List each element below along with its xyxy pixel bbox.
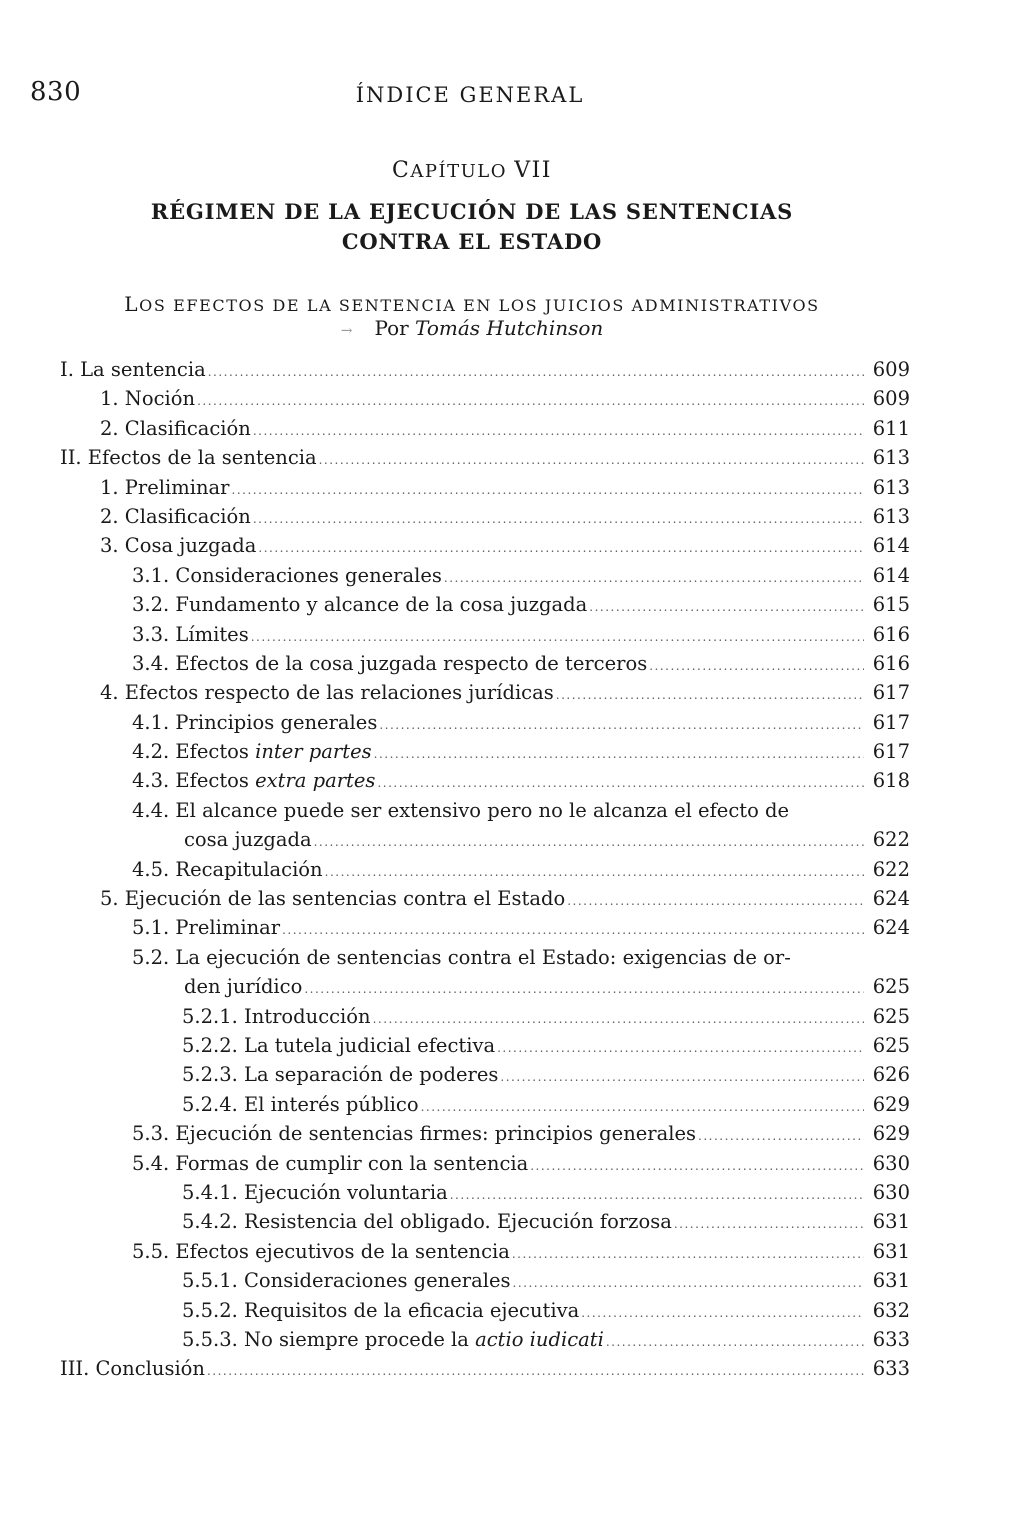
toc-entry-title (182, 1063, 498, 1086)
toc-entry-title-text: 5.5.2. Requisitos de la eficacia ejecutiva (182, 1298, 580, 1322)
toc-entry-title-text: 3. Cosa juzgada (100, 534, 257, 558)
toc-page-number: 613 (872, 446, 910, 470)
article-title-initial: L (124, 292, 140, 316)
toc-entry-title-text: 5.1. Preliminar (132, 916, 281, 940)
article-title (0, 292, 944, 316)
toc-entry[interactable] (60, 1240, 912, 1269)
toc-entry[interactable] (60, 387, 912, 416)
leader-dots (421, 1100, 864, 1114)
toc-entry-title-text: 3.1. Consideraciones generales (132, 563, 442, 587)
leader-dots (589, 600, 864, 614)
toc-entry-title (132, 652, 647, 675)
toc-page-number: 615 (872, 593, 910, 617)
toc-page-number: 631 (872, 1239, 910, 1263)
toc-entry-title-text: 5.5.3. No siempre procede la (182, 1327, 476, 1351)
toc-entry[interactable] (60, 534, 912, 563)
toc-entry[interactable] (60, 593, 912, 622)
leader-dots (374, 747, 864, 761)
toc-entry-title (60, 446, 317, 469)
toc-page-number: 616 (872, 622, 910, 646)
arrow-icon: → (340, 323, 353, 339)
table-of-contents (60, 358, 912, 1387)
toc-entry-title-text: 5.4.2. Resistencia del obligado. Ejecución forzosa (182, 1210, 672, 1234)
toc-entry-title-text: 2. Clasificación (100, 504, 251, 528)
leader-dots (253, 424, 864, 438)
article-title-rest: OS EFECTOS DE LA SENTENCIA EN LOS JUICIOS ADMINISTRATIVOS (139, 296, 820, 315)
toc-entry[interactable] (60, 1093, 912, 1122)
toc-entry-title-text: 2. Clasificación (100, 416, 251, 440)
toc-entry-title (132, 1122, 696, 1145)
toc-page-number: 631 (872, 1210, 910, 1234)
toc-entry[interactable] (60, 417, 912, 446)
toc-entry-title (182, 1210, 672, 1233)
leader-dots (513, 1276, 864, 1290)
toc-entry-title-text: II. Efectos de la sentencia (60, 446, 317, 470)
chapter-title-line-2: CONTRA EL ESTADO (341, 229, 603, 254)
toc-entry-title (100, 387, 195, 410)
toc-entry-title-italic: extra partes (255, 769, 376, 793)
toc-page-number: 622 (872, 857, 910, 881)
toc-entry-title (100, 417, 251, 440)
toc-entry-title-italic: actio iudicati (475, 1327, 604, 1351)
toc-entry-title (132, 593, 587, 616)
toc-entry[interactable] (60, 505, 912, 534)
leader-dots (325, 865, 864, 879)
leader-dots (512, 1247, 864, 1261)
toc-entry-title (132, 799, 789, 822)
toc-entry[interactable] (60, 1122, 912, 1151)
toc-entry-title-text: 5.4. Formas de cumplir con la sentencia (132, 1151, 529, 1175)
leader-dots (304, 982, 864, 996)
toc-entry[interactable] (60, 946, 912, 1005)
toc-entry[interactable] (60, 681, 912, 710)
leader-dots (556, 688, 864, 702)
toc-page-number: 633 (872, 1327, 910, 1351)
toc-page-number: 624 (872, 887, 910, 911)
toc-entry[interactable] (60, 1152, 912, 1181)
leader-dots (319, 453, 864, 467)
toc-page-number: 629 (872, 1122, 910, 1146)
toc-entry[interactable] (60, 1063, 912, 1092)
leader-dots (444, 571, 864, 585)
toc-entry-title-text: 3.3. Límites (132, 622, 249, 646)
toc-page-number: 609 (872, 358, 910, 381)
leader-dots (207, 1364, 864, 1378)
toc-entry[interactable] (60, 740, 912, 769)
leader-dots (253, 512, 864, 526)
leader-dots (530, 1159, 864, 1173)
toc-entry-title (132, 623, 249, 646)
toc-entry[interactable] (60, 858, 912, 887)
toc-entry[interactable] (60, 358, 912, 387)
toc-entry-title-text: 5.2. La ejecución de sentencias contra el Estado: exigencias de or- (132, 945, 791, 969)
leader-dots (208, 365, 864, 379)
toc-page-number: 622 (872, 828, 910, 852)
toc-entry[interactable] (60, 1181, 912, 1210)
toc-entry-title (132, 858, 323, 881)
toc-entry-title-continuation: cosa juzgada (184, 828, 312, 852)
toc-entry[interactable] (60, 799, 912, 858)
toc-entry-title-text: 5.5. Efectos ejecutivos de la sentencia (132, 1239, 510, 1263)
toc-entry-title (132, 916, 280, 939)
toc-entry[interactable] (60, 623, 912, 652)
toc-entry-title (60, 358, 206, 381)
toc-entry-title (182, 1328, 604, 1351)
toc-entry-title (100, 887, 565, 910)
toc-entry[interactable] (60, 1299, 912, 1328)
leader-dots (497, 1041, 864, 1055)
toc-page-number: 614 (872, 563, 910, 587)
toc-page-number: 609 (872, 387, 910, 411)
toc-entry-title (100, 681, 554, 704)
toc-entry[interactable] (60, 1269, 912, 1298)
leader-dots (500, 1070, 864, 1084)
toc-page-number: 630 (872, 1151, 910, 1175)
toc-page-number: 624 (872, 916, 910, 940)
leader-dots (251, 630, 864, 644)
page-number: 830 (30, 77, 82, 107)
leader-dots (606, 1335, 864, 1349)
toc-entry-title-italic: inter partes (255, 740, 372, 764)
toc-entry-title (132, 1152, 528, 1175)
toc-entry-title-text: 4.4. El alcance puede ser extensivo pero no le alcanza el efecto de (132, 798, 790, 822)
toc-entry[interactable] (60, 711, 912, 740)
toc-entry-title-text: 5.4.1. Ejecución voluntaria (182, 1180, 448, 1204)
toc-entry-title-text: 4.3. Efectos (132, 769, 256, 793)
toc-entry-title-text: 5.5.1. Consideraciones generales (182, 1269, 511, 1293)
toc-page-number: 617 (872, 710, 910, 734)
toc-page-number: 631 (872, 1269, 910, 1293)
toc-entry-title (132, 1240, 510, 1263)
toc-entry-title (182, 1299, 579, 1322)
toc-entry-title-text: 4.5. Recapitulación (132, 857, 323, 881)
leader-dots (698, 1129, 864, 1143)
toc-entry-title (182, 1005, 371, 1028)
toc-page-number: 625 (872, 1034, 910, 1058)
toc-entry[interactable] (60, 476, 912, 505)
toc-entry-title (132, 740, 372, 763)
leader-dots (197, 394, 864, 408)
toc-page-number: 633 (872, 1357, 910, 1381)
toc-page-number: 632 (872, 1298, 910, 1322)
toc-entry[interactable] (60, 446, 912, 475)
toc-entry-title (100, 476, 230, 499)
chapter-title-line-1: RÉGIMEN DE LA EJECUCIÓN DE LAS SENTENCIAS (150, 199, 794, 224)
toc-page-number: 613 (872, 504, 910, 528)
toc-page-number: 626 (872, 1063, 910, 1087)
toc-entry[interactable] (60, 1357, 912, 1386)
toc-entry[interactable] (60, 769, 912, 798)
toc-entry-title-text: 4.2. Efectos (132, 740, 256, 764)
toc-entry-title (100, 505, 251, 528)
leader-dots (450, 1188, 864, 1202)
author-name: Tomás Hutchinson (415, 316, 604, 340)
toc-page-number: 618 (872, 769, 910, 793)
chapter-label-initial: C (392, 158, 411, 183)
toc-entry-title (182, 1269, 511, 1292)
toc-page-number: 630 (872, 1180, 910, 1204)
toc-entry[interactable] (60, 1328, 912, 1357)
author-prefix: Por (374, 316, 409, 340)
toc-entry-title (182, 1093, 419, 1116)
toc-entry-title-text: I. La sentencia (60, 358, 206, 381)
toc-entry-title-text: III. Conclusión (60, 1357, 205, 1381)
leader-dots (377, 776, 864, 790)
toc-entry-title-text: 4. Efectos respecto de las relaciones jurídicas (100, 681, 554, 705)
chapter-title (0, 197, 944, 257)
toc-page-number: 616 (872, 651, 910, 675)
toc-entry-title-continuation: den jurídico (184, 975, 303, 999)
author-line (0, 316, 944, 340)
toc-entry-title-text: 5.2.4. El interés público (182, 1092, 419, 1116)
leader-dots (649, 659, 864, 673)
toc-entry[interactable] (60, 1005, 912, 1034)
toc-entry-title-text: 5. Ejecución de las sentencias contra el Estado (100, 887, 566, 911)
toc-entry[interactable] (60, 564, 912, 593)
leader-dots (567, 894, 864, 908)
chapter-number: VII (514, 158, 552, 183)
toc-entry-title-text: 5.3. Ejecución de sentencias firmes: principios generales (132, 1122, 697, 1146)
toc-entry-title (60, 1357, 205, 1380)
toc-entry-title-text: 5.2.1. Introducción (182, 1004, 371, 1028)
toc-entry-title-text: 3.2. Fundamento y alcance de la cosa juzgada (132, 593, 588, 617)
leader-dots (674, 1217, 864, 1231)
toc-entry[interactable] (60, 916, 912, 945)
leader-dots (373, 1012, 864, 1026)
toc-entry-title (132, 946, 791, 969)
leader-dots (232, 483, 865, 497)
toc-entry-title-text: 4.1. Principios generales (132, 710, 378, 734)
toc-entry-title (182, 1034, 495, 1057)
leader-dots (581, 1306, 864, 1320)
leader-dots (314, 835, 864, 849)
toc-entry-title (182, 1181, 448, 1204)
chapter-label-rest: APÍTULO (410, 161, 507, 182)
toc-page-number: 613 (872, 475, 910, 499)
toc-entry-title (132, 564, 442, 587)
toc-entry-title (132, 769, 375, 792)
toc-page-number: 629 (872, 1092, 910, 1116)
toc-page-number: 625 (872, 1004, 910, 1028)
toc-page-number: 614 (872, 534, 910, 558)
toc-entry[interactable] (60, 1210, 912, 1239)
toc-page-number: 617 (872, 681, 910, 705)
toc-entry-title-text: 5.2.2. La tutela judicial efectiva (182, 1034, 496, 1058)
chapter-label (0, 158, 944, 183)
leader-dots (258, 541, 864, 555)
toc-page-number: 611 (872, 416, 910, 440)
leader-dots (282, 923, 864, 937)
leader-dots (379, 718, 864, 732)
toc-entry[interactable] (60, 652, 912, 681)
toc-entry-title-text: 3.4. Efectos de la cosa juzgada respecto de terceros (132, 651, 648, 675)
toc-page-number: 617 (872, 740, 910, 764)
toc-entry[interactable] (60, 1034, 912, 1063)
toc-entry-title (100, 534, 256, 557)
toc-page-number: 625 (872, 975, 910, 999)
toc-entry[interactable] (60, 887, 912, 916)
toc-entry-title (132, 711, 377, 734)
running-title: ÍNDICE GENERAL (355, 83, 585, 107)
toc-entry-title-text: 1. Noción (100, 387, 196, 411)
toc-entry-title-text: 1. Preliminar (100, 475, 230, 499)
toc-entry-title-text: 5.2.3. La separación de poderes (182, 1063, 499, 1087)
